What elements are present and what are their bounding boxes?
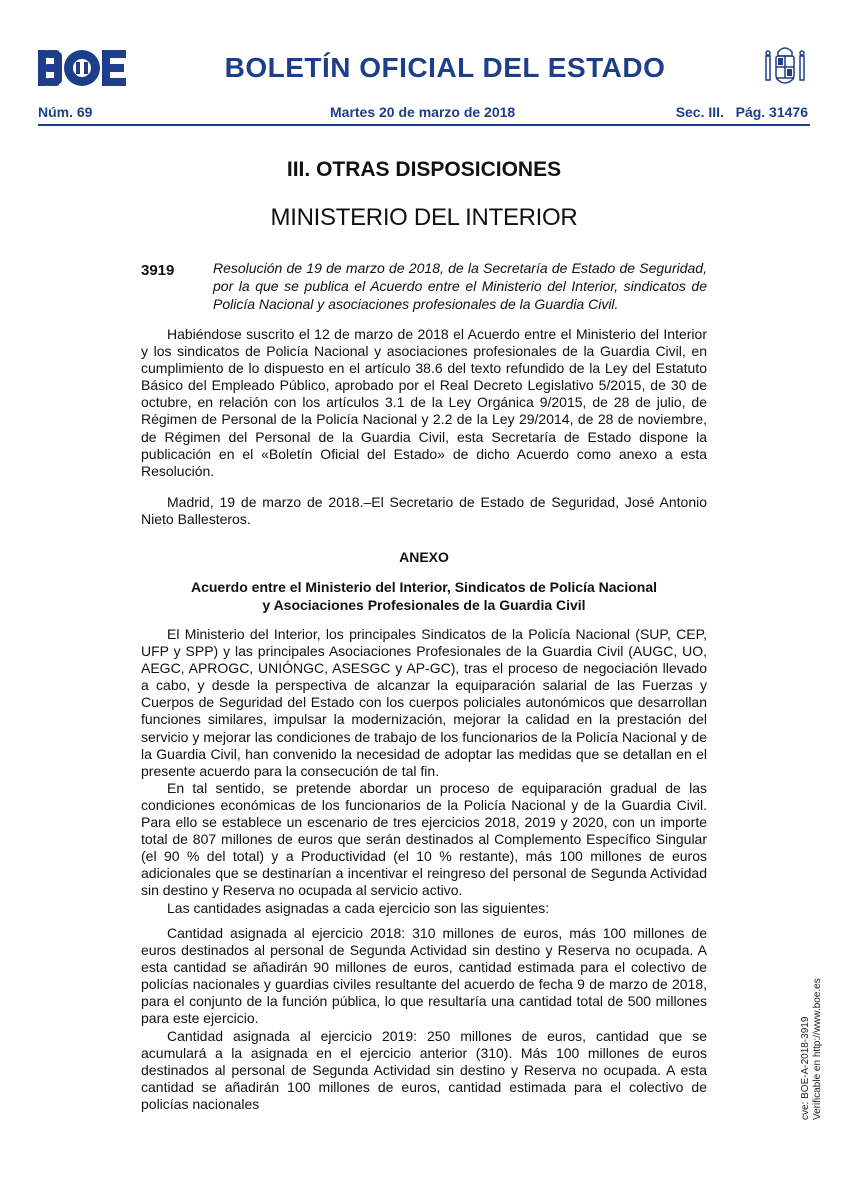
paragraph: En tal sentido, se pretende abordar un proceso de equiparación gradual de las condiciones económicas de los funcionarios de la Policía Nacional y de la Guardia Civil. Para ello se establece un escenario de tres ejercicios 2018, 2019 y 2020, con un importe total de 807 millones de euros que serán destinados al Complemento Específico Singular (el 90 % del total) y a Productividad (el 10 % restante), más 100 millones de euros adicionales que se destinarían a incentivar el reingreso del personal de Segunda Actividad sin destino y Reserva no ocupada al servicio activo. xyxy=(141,779,707,899)
intro-paragraph xyxy=(141,326,707,480)
verification-url: Verificable en http://www.boe.es xyxy=(812,978,823,1120)
agreement-title-line: y Asociaciones Profesionales de la Guardia Civil xyxy=(262,597,586,613)
resolution-summary: Resolución de 19 de marzo de 2018, de la Secretaría de Estado de Seguridad, por la que se publica el Acuerdo entre el Ministerio del Interior, sindicatos de Policía Nacional y asociaciones profesionales de la Guardia Civil. xyxy=(213,260,707,313)
coat-of-arms-icon xyxy=(760,42,810,92)
cve-side-note xyxy=(800,900,824,1120)
paragraph: Cantidad asignada al ejercicio 2019: 250 millones de euros, cantidad que se acumulará a la asignada en el ejercicio anterior (310). Más 100 millones de euros destinados al personal de Segunda Actividad sin destino y Reserva no ocupada. A esta cantidad se añadirán 100 millones de euros, cantidad estimada para el colectivo de policías nacionales xyxy=(141,1027,707,1112)
ministry-title: MINISTERIO DEL INTERIOR xyxy=(270,204,578,231)
signature-paragraph xyxy=(141,494,707,528)
allocation-body xyxy=(141,925,707,1113)
issue-date: Martes 20 de marzo de 2018 xyxy=(330,104,516,120)
cve-code: cve: BOE-A-2018-3919 xyxy=(800,1016,811,1120)
agreement-title xyxy=(141,578,707,614)
section-page: Sec. III. Pág. 31476 xyxy=(675,104,808,120)
section-title: III. OTRAS DISPOSICIONES xyxy=(286,158,562,181)
paragraph: Madrid, 19 de marzo de 2018.–El Secretario de Estado de Seguridad, José Antonio Nieto Ballesteros. xyxy=(141,494,707,528)
annex-heading: ANEXO xyxy=(399,549,449,565)
gazette-title: BOLETÍN OFICIAL DEL ESTADO xyxy=(224,52,666,83)
paragraph: Cantidad asignada al ejercicio 2018: 310 millones de euros, más 100 millones de euros destinados al personal de Segunda Actividad sin destino y Reserva no ocupada. A esta cantidad se añadirán 90 millones de euros, cantidad estimada para el colectivo de policías nacionales y guardias civiles resultante del acuerdo de fecha 9 de marzo de 2018, para el conjunto de la función pública, lo que resultaría una cantidad total de 500 millones para este ejercicio. xyxy=(141,925,707,1027)
header-divider xyxy=(38,124,810,126)
issue-number: Núm. 69 xyxy=(38,104,93,120)
paragraph: Las cantidades asignadas a cada ejercicio son las siguientes: xyxy=(167,899,550,916)
agreement-title-line: Acuerdo entre el Ministerio del Interior, Sindicatos de Policía Nacional xyxy=(190,579,657,595)
boe-logo xyxy=(38,48,128,88)
paragraph: Habiéndose suscrito el 12 de marzo de 2018 el Acuerdo entre el Ministerio del Interior y los sindicatos de Policía Nacional y asociaciones profesionales de la Guardia Civil, en cumplimiento de lo dispuesto en el artículo 38.6 del texto refundido de la Ley del Estatuto Básico del Empleado Público, aprobado por el Real Decreto Legislativo 5/2015, de 30 de octubre, en relación con los artículos 3.1 de la Ley Orgánica 9/2015, de 28 de julio, de Régimen de Personal de la Policía Nacional y 2.2 de la Ley 29/2014, de 28 de noviembre, de Régimen del Personal de la Guardia Civil, esta Secretaría de Estado dispone la publicación en el «Boletín Oficial del Estado» de dicho Acuerdo como anexo a esta Resolución. xyxy=(141,326,707,479)
resolution-number: 3919 xyxy=(141,262,175,279)
agreement-body xyxy=(141,626,707,917)
paragraph: El Ministerio del Interior, los principales Sindicatos de la Policía Nacional (SUP, CEP, UFP y SPP) y las principales Asociaciones Profesionales de la Guardia Civil (AUGC, UO, AEGC, APROGC, UNIÓNGC, ASESGC y AP-GC), tras el proceso de negociación llevado a cabo, y desde la perspectiva de alcanzar la equiparación salarial de las Fuerzas y Cuerpos de Seguridad del Estado con los cuerpos policiales autonómicos que desarrollan funciones similares, impulsar la modernización, mejorar la calidad en la prestación del servicio y mejorar las condiciones de trabajo de los funcionarios de la Policía Nacional y de la Guardia Civil, han convenido la necesidad de adoptar las medidas que se detallan en el presente acuerdo para la consecución de tal fin. xyxy=(141,626,707,779)
